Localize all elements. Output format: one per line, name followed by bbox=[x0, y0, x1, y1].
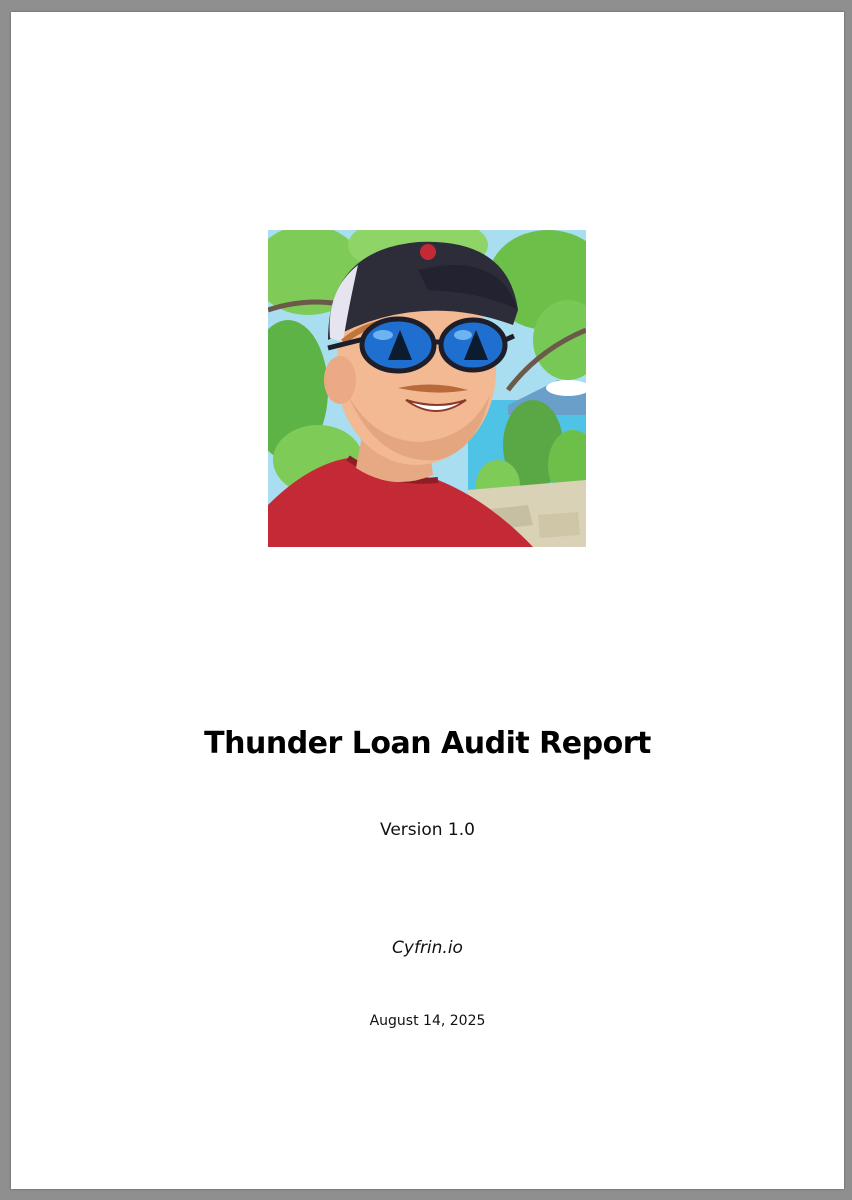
document-page bbox=[11, 12, 844, 1189]
report-version: Version 1.0 bbox=[380, 820, 475, 840]
cover-logo-image bbox=[268, 230, 586, 547]
report-date: August 14, 2025 bbox=[369, 1013, 486, 1029]
report-title: Thunder Loan Audit Report bbox=[204, 726, 651, 761]
avatar-illustration-icon bbox=[268, 230, 586, 547]
report-author: Cyfrin.io bbox=[392, 938, 463, 958]
